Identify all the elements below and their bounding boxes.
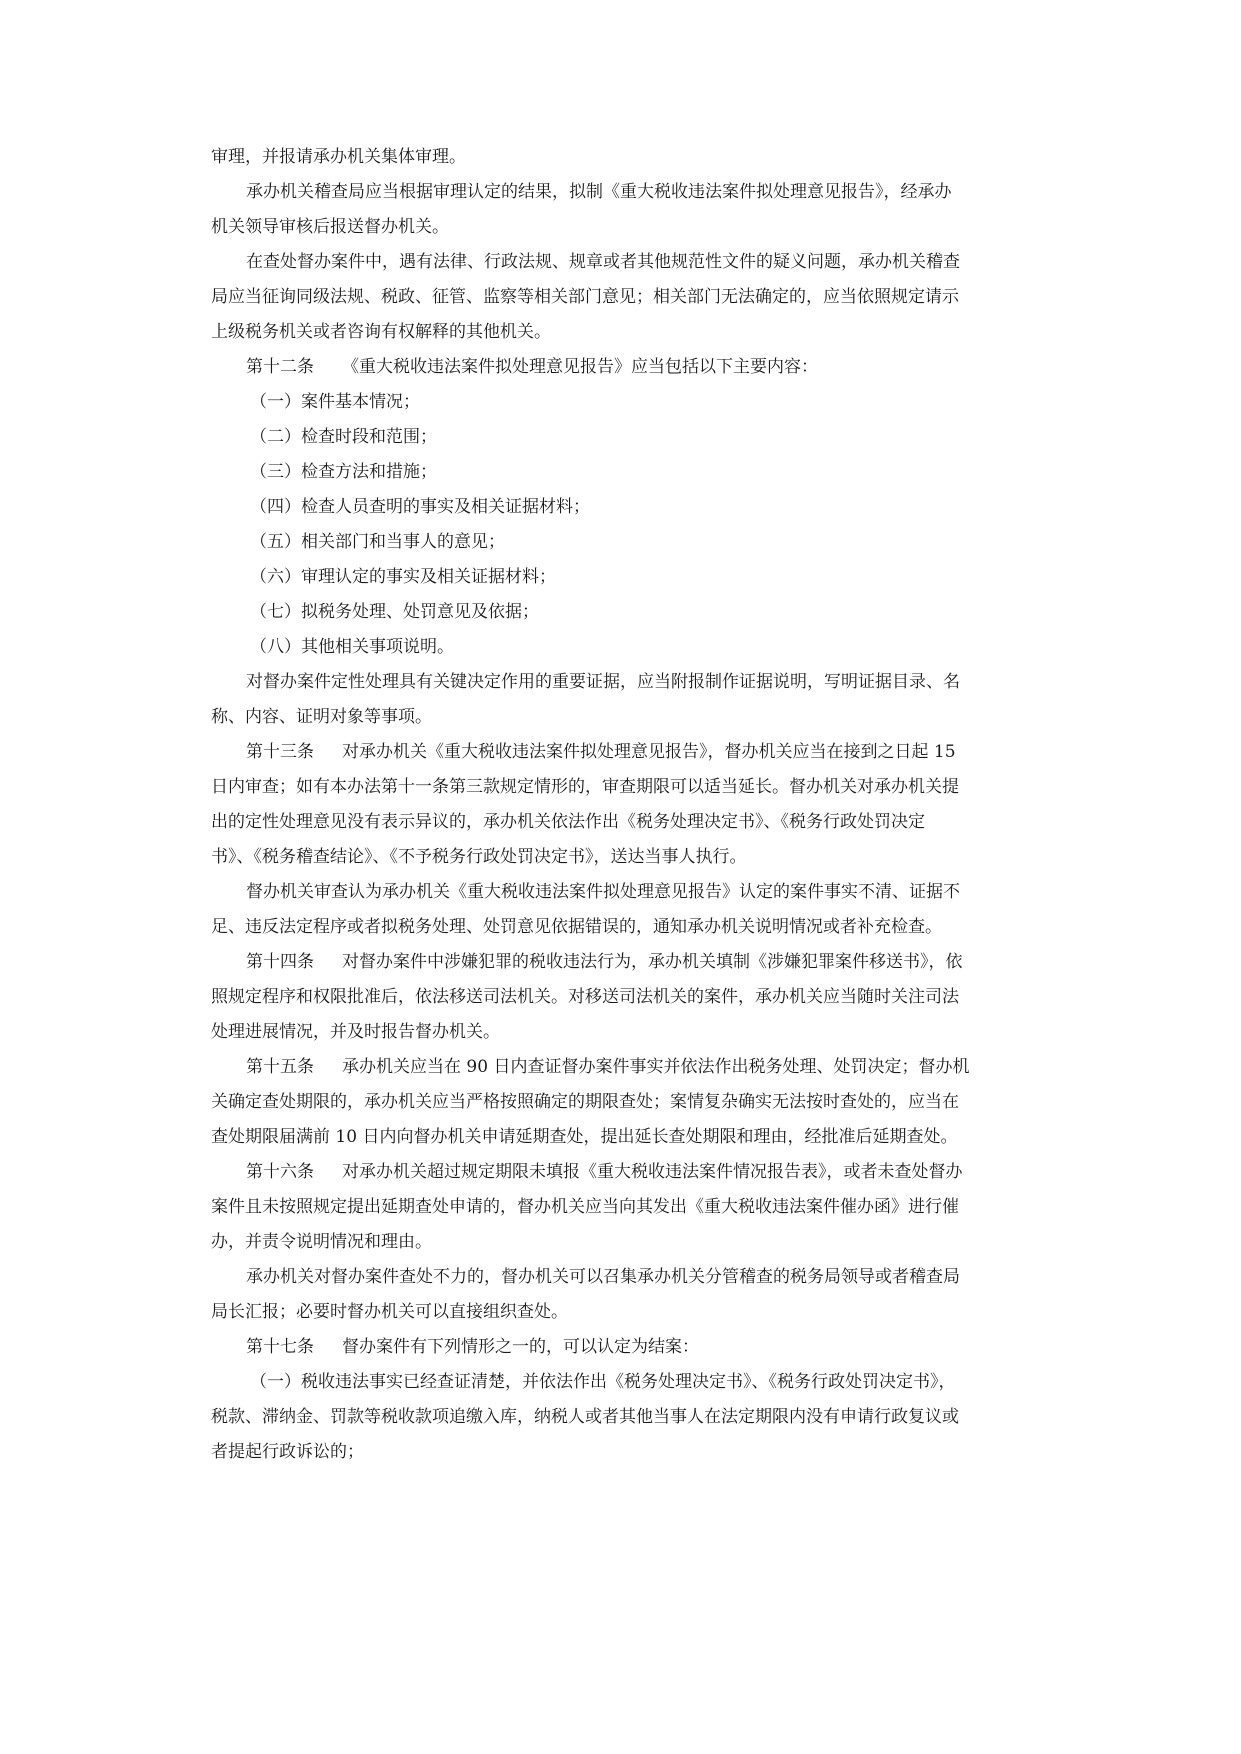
list-item: （三）检查方法和措施； [250,462,437,482]
list-item: （五）相关部门和当事人的意见； [250,532,505,552]
article-text: 督办案件有下列情形之一的，可以认定为结案： [342,1337,699,1357]
paragraph-line: 称、内容、证明对象等事项。 [211,707,432,727]
article-text: 对承办机关超过规定期限未填报《重大税收违法案件情况报告表》，或者未查处督办 [342,1162,963,1182]
paragraph-line: 足、违反法定程序或者拟税务处理、处罚意见依据错误的，通知承办机关说明情况或者补充检查。 [211,917,942,937]
article-13 [211,735,1036,770]
paragraph-line: 照规定程序和权限批准后，依法移送司法机关。对移送司法机关的案件，承办机关应当随时关注司法 [211,987,959,1007]
list-item: （八）其他相关事项说明。 [250,637,454,657]
paragraph-line: 在查处督办案件中，遇有法律、行政法规、规章或者其他规范性文件的疑义问题，承办机关稽查 [246,252,960,272]
paragraph-line: 审理，并报请承办机关集体审理。 [211,147,466,167]
paragraph-line: 督办机关审查认为承办机关《重大税收违法案件拟处理意见报告》认定的案件事实不清、证据不 [246,882,960,902]
paragraph-line: 出的定性处理意见没有表示异议的，承办机关依法作出《税务处理决定书》、《税务行政处罚决定 [211,812,925,832]
paragraph-line: 案件且未按照规定提出延期查处申请的，督办机关应当向其发出《重大税收违法案件催办函》进行催 [211,1197,959,1217]
list-item: （七）拟税务处理、处罚意见及依据； [250,602,539,622]
paragraph-line: 税款、滞纳金、罚款等税收款项追缴入库，纳税人或者其他当事人在法定期限内没有申请行政复议或 [211,1407,959,1427]
article-14 [211,945,1036,980]
list-item: （一）案件基本情况； [250,392,420,412]
article-label: 第十六条 [246,1162,314,1182]
paragraph-line: 承办机关稽查局应当根据审理认定的结果，拟制《重大税收违法案件拟处理意见报告》，经承办 [246,182,952,202]
article-text: 对承办机关《重大税收违法案件拟处理意见报告》，督办机关应当在接到之日起 15 [342,742,956,762]
document-page [211,140,1036,1620]
paragraph-line: 书》、《税务稽查结论》、《不予税务行政处罚决定书》，送达当事人执行。 [211,847,747,867]
article-label: 第十四条 [246,952,314,972]
list-item: （四）检查人员查明的事实及相关证据材料； [250,497,590,517]
paragraph-line: 日内审查；如有本办法第十一条第三款规定情形的，审查期限可以适当延长。督办机关对承办机关提 [211,777,959,797]
paragraph-line: 对督办案件定性处理具有关键决定作用的重要证据，应当附报制作证据说明，写明证据目录、名 [246,672,960,692]
paragraph-line: 办，并责令说明情况和理由。 [211,1232,432,1252]
article-text: 承办机关应当在 90 日内查证督办案件事实并依法作出税务处理、处罚决定；督办机 [342,1057,970,1077]
paragraph-line: 关确定查处期限的，承办机关应当严格按照确定的期限查处；案情复杂确实无法按时查处的，应当在 [211,1092,959,1112]
article-text: 对督办案件中涉嫌犯罪的税收违法行为，承办机关填制《涉嫌犯罪案件移送书》，依 [342,952,963,972]
paragraph-line: 查处期限届满前 10 日内向督办机关申请延期查处，提出延长查处期限和理由，经批准后延期查处。 [211,1127,958,1147]
paragraph-line: 局长汇报；必要时督办机关可以直接组织查处。 [211,1302,568,1322]
article-label: 第十五条 [246,1057,314,1077]
paragraph-line: 者提起行政诉讼的； [211,1442,364,1462]
article-label: 第十三条 [246,742,314,762]
article-15 [211,1050,1036,1085]
article-text: 《重大税收违法案件拟处理意见报告》应当包括以下主要内容： [342,357,818,377]
list-item: （一）税收违法事实已经查证清楚，并依法作出《税务处理决定书》、《税务行政处罚决定书》， [250,1372,956,1392]
article-17 [211,1330,1036,1365]
article-label: 第十七条 [246,1337,314,1357]
article-label: 第十二条 [246,357,314,377]
article-12 [211,350,1036,385]
paragraph-line: 机关领导审核后报送督办机关。 [211,217,449,237]
list-item: （六）审理认定的事实及相关证据材料； [250,567,556,587]
paragraph-line: 承办机关对督办案件查处不力的，督办机关可以召集承办机关分管稽查的税务局领导或者稽查局 [246,1267,960,1287]
paragraph-line: 上级税务机关或者咨询有权解释的其他机关。 [211,322,551,342]
list-item: （二）检查时段和范围； [250,427,437,447]
paragraph-line: 处理进展情况，并及时报告督办机关。 [211,1022,500,1042]
article-16 [211,1155,1036,1190]
paragraph-line: 局应当征询同级法规、税政、征管、监察等相关部门意见；相关部门无法确定的，应当依照规定请示 [211,287,959,307]
